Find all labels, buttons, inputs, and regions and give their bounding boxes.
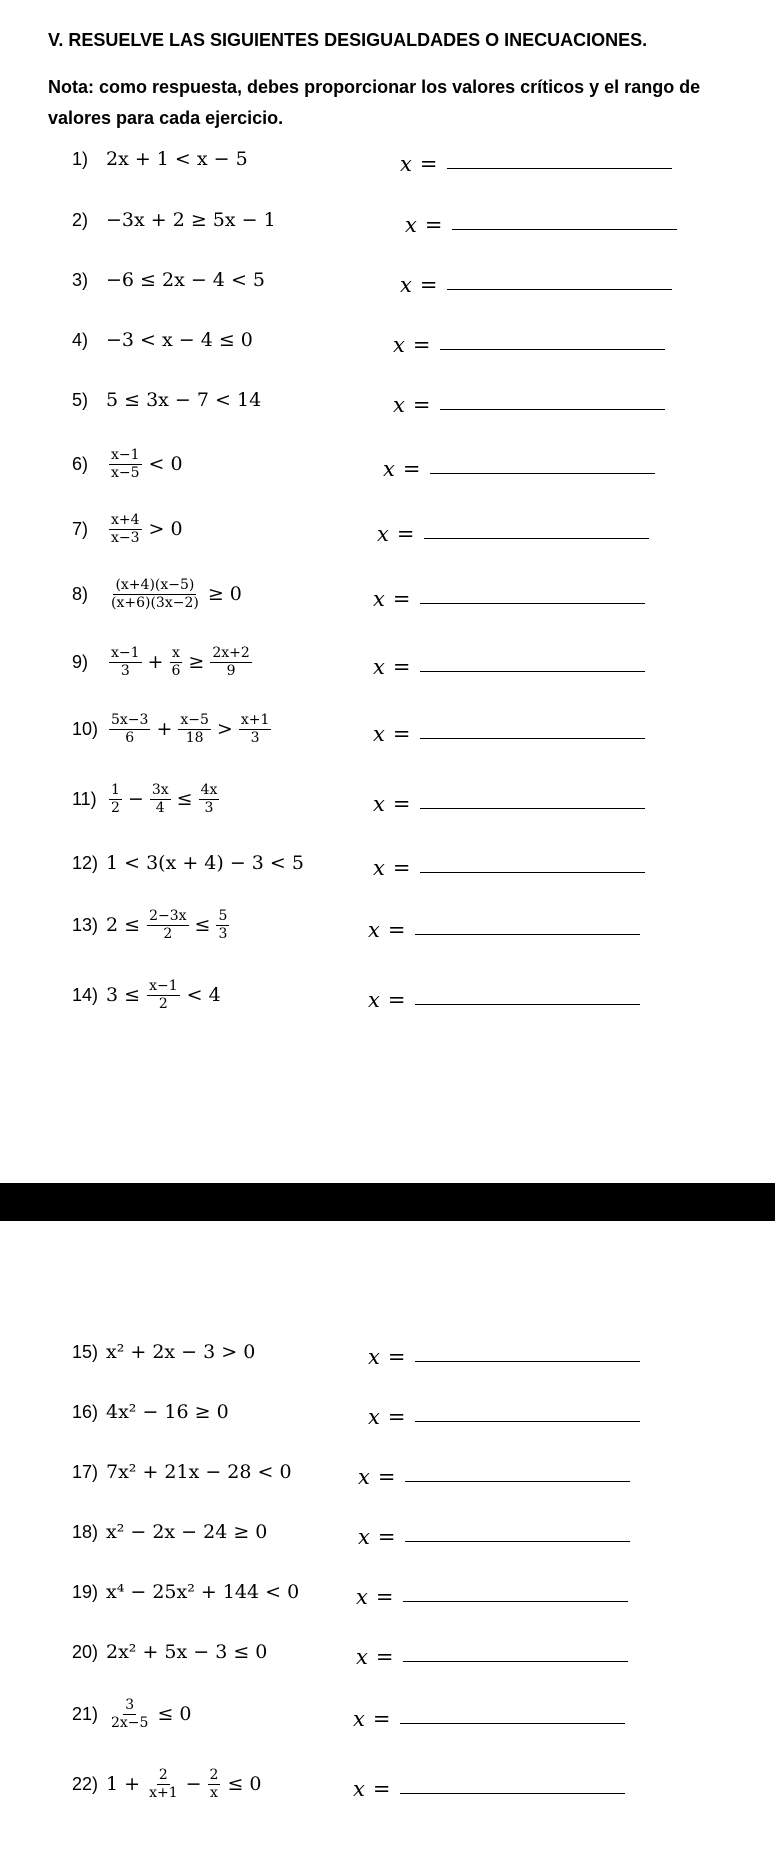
answer-field[interactable] [393,323,665,357]
inequality-expression [106,1521,267,1543]
answer-blank-line[interactable] [420,603,645,604]
fraction-denominator: 3 [120,662,130,679]
equals-sign: = [396,522,415,546]
answer-blank-line[interactable] [403,1661,628,1662]
answer-blank-line[interactable] [420,872,645,873]
exercise-number: 1) [72,148,89,169]
inequality-text: 7x² + 21x − 28 < 0 [106,1461,292,1483]
answer-field[interactable] [383,447,655,481]
answer-blank-line[interactable] [403,1601,628,1602]
fraction-numerator: 4x [200,781,218,798]
inequality-prefix: 3 ≤ [106,984,141,1006]
exercise-14 [72,978,221,1012]
exercise-15 [72,1335,255,1369]
fraction [178,712,211,747]
fraction-denominator: 18 [185,729,204,746]
answer-field[interactable] [400,263,672,297]
fraction [109,1697,150,1732]
answer-blank-line[interactable] [447,168,672,169]
fraction-denominator: 6 [125,729,135,746]
exercise-22 [72,1767,262,1801]
black-divider-bar [0,1183,775,1221]
fraction-numerator: x+1 [240,711,270,728]
equals-sign: = [419,152,438,176]
exercise-number: 10) [72,718,99,739]
answer-blank-line[interactable] [420,738,645,739]
equals-sign: = [392,655,411,679]
fraction [210,645,251,680]
fraction [109,782,122,817]
answer-blank-line[interactable] [447,289,672,290]
exercise-17 [72,1455,292,1489]
inequality-expression [106,978,221,1013]
answer-variable: x [356,1585,368,1609]
exercise-8 [72,577,242,611]
fraction-numerator: x+4 [111,511,140,528]
operator: − [185,1773,202,1795]
exercise-number: 18) [72,1521,99,1542]
fraction-denominator: 2 [111,799,120,816]
inequality-tail: ≥ 0 [207,583,242,605]
answer-variable: x [373,792,385,816]
fraction-denominator: 3 [218,925,228,942]
fraction-denominator: x−5 [111,464,140,481]
inequality-expression [106,1767,262,1802]
answer-field[interactable] [400,142,672,176]
answer-blank-line[interactable] [420,808,645,809]
equals-sign: = [372,1707,391,1731]
exercise-number: 3) [72,269,89,290]
exercise-number: 15) [72,1341,99,1362]
answer-field[interactable] [405,203,677,237]
exercise-4 [72,323,253,357]
fraction-numerator: 5 [218,907,228,924]
answer-blank-line[interactable] [424,538,649,539]
exercise-number: 21) [72,1703,99,1724]
exercise-6 [72,447,183,481]
exercise-16 [72,1395,229,1429]
answer-blank-line[interactable] [405,1541,630,1542]
fraction-numerator: (x+4)(x−5) [115,576,195,593]
fraction-numerator: 3 [125,1696,135,1713]
answer-blank-line[interactable] [415,1361,640,1362]
answer-blank-line[interactable] [430,473,655,474]
fraction-denominator: 2 [158,995,168,1012]
answer-field[interactable] [373,846,645,880]
exercise-21 [72,1697,192,1731]
equals-sign: = [412,393,431,417]
answer-variable: x [353,1707,365,1731]
exercise-number: 17) [72,1461,99,1482]
answer-variable: x [400,273,412,297]
fraction [109,712,150,747]
answer-variable: x [393,333,405,357]
answer-variable: x [368,918,380,942]
answer-field[interactable] [368,908,640,942]
answer-field[interactable] [353,1767,625,1801]
fraction-denominator: 3 [204,799,214,816]
fraction-numerator: 5x−3 [111,711,149,728]
inequality-text: −3x + 2 ≥ 5x − 1 [106,209,276,231]
inequality-expression [106,712,274,747]
answer-field[interactable] [368,978,640,1012]
fraction [109,447,142,482]
operator: + [147,651,164,673]
exercise-20 [72,1635,267,1669]
fraction-numerator: 2x+2 [212,644,250,661]
answer-variable: x [393,393,405,417]
answer-field[interactable] [353,1697,625,1731]
answer-field[interactable] [368,1395,640,1429]
equals-sign: = [375,1645,394,1669]
inequality-expression [106,148,248,170]
exercise-number: 5) [72,389,89,410]
exercise-number: 19) [72,1581,99,1602]
answer-variable: x [358,1525,370,1549]
answer-blank-line[interactable] [400,1723,625,1724]
exercise-2 [72,203,276,237]
inequality-expression [106,447,183,482]
exercise-5 [72,383,261,417]
operator: ≤ [176,788,193,810]
fraction-numerator: x−1 [149,977,178,994]
fraction [199,782,220,817]
exercise-number: 20) [72,1641,99,1662]
operator: > [216,718,233,740]
exercise-number: 6) [72,453,89,474]
exercise-number: 13) [72,914,99,935]
exercise-number: 7) [72,518,89,539]
fraction-denominator: 3 [250,729,260,746]
exercise-number: 12) [72,852,99,873]
fraction [147,1767,180,1802]
fraction-denominator: x−3 [111,529,140,546]
answer-variable: x [368,988,380,1012]
answer-variable: x [373,655,385,679]
fraction-numerator: 1 [111,781,120,798]
exercise-number: 11) [72,788,97,809]
fraction-numerator: x−5 [180,711,209,728]
inequality-expression [106,577,242,612]
exercise-19 [72,1575,299,1609]
answer-blank-line[interactable] [420,671,645,672]
inequality-tail: ≤ 0 [157,1703,192,1725]
answer-field[interactable] [373,712,645,746]
exercise-1 [72,142,248,176]
exercise-number: 22) [72,1773,99,1794]
inequality-text: 4x² − 16 ≥ 0 [106,1401,229,1423]
inequality-expression [106,269,265,291]
equals-sign: = [375,1585,394,1609]
inequality-text: 2x + 1 < x − 5 [106,148,248,170]
exercise-9 [72,645,255,679]
fraction-denominator: 2x−5 [111,1714,149,1731]
equals-sign: = [387,988,406,1012]
exercise-18 [72,1515,267,1549]
exercise-10 [72,712,274,746]
inequality-expression [106,1401,229,1423]
fraction-numerator: 3x [151,781,169,798]
inequality-text: 1 < 3(x + 4) − 3 < 5 [106,852,304,874]
answer-field[interactable] [368,1335,640,1369]
answer-variable: x [358,1465,370,1489]
exercise-number: 8) [72,583,89,604]
exercise-7 [72,512,183,546]
fraction-denominator: 2 [163,925,173,942]
fraction [239,712,272,747]
operator: − [127,788,144,810]
fraction [208,1767,221,1802]
equals-sign: = [412,333,431,357]
fraction [147,978,180,1013]
fraction-denominator: x [210,1784,218,1801]
answer-field[interactable] [377,512,649,546]
fraction-denominator: 9 [226,662,236,679]
equals-sign: = [387,1405,406,1429]
answer-blank-line[interactable] [440,349,665,350]
instructions-note: Nota: como respuesta, debes proporcionar los valores críticos y el rango de valores para cada ejercicio. [48,77,701,128]
inequality-tail: > 0 [148,518,183,540]
exercise-number: 4) [72,329,89,350]
equals-sign: = [392,722,411,746]
operator: ≥ [188,651,205,673]
answer-field[interactable] [356,1635,628,1669]
fraction-denominator: (x+6)(3x−2) [111,594,199,611]
fraction [150,782,171,817]
inequality-expression [106,645,255,680]
answer-field[interactable] [358,1455,630,1489]
inequality-expression [106,852,304,874]
inequality-expression [106,782,222,817]
exercise-12 [72,846,304,880]
answer-blank-line[interactable] [440,409,665,410]
inequality-expression [106,389,261,411]
inequality-tail: < 0 [148,453,183,475]
inequality-text: −3 < x − 4 ≤ 0 [106,329,253,351]
answer-blank-line[interactable] [415,934,640,935]
fraction-numerator: x [171,644,180,661]
fraction [147,908,188,943]
section-title: V. RESUELVE LAS SIGUIENTES DESIGUALDADES O INECUACIONES. [48,30,648,50]
fraction-denominator: 6 [171,662,181,679]
answer-variable: x [356,1645,368,1669]
equals-sign: = [387,1345,406,1369]
equals-sign: = [372,1777,391,1801]
answer-blank-line[interactable] [415,1004,640,1005]
fraction-numerator: x−1 [111,644,140,661]
operator: + [156,718,173,740]
inequality-expression [106,908,232,943]
inequality-tail: < 4 [186,984,221,1006]
inequality-text: x² − 2x − 24 ≥ 0 [106,1521,268,1543]
operator: ≤ [194,914,211,936]
fraction [109,577,201,612]
exercise-number: 14) [72,984,99,1005]
exercise-11 [72,782,222,816]
equals-sign: = [419,273,438,297]
inequality-prefix: 2 ≤ [106,914,141,936]
exercise-number: 2) [72,209,89,230]
answer-field[interactable] [373,645,645,679]
answer-blank-line[interactable] [405,1481,630,1482]
exercise-number: 16) [72,1401,99,1422]
equals-sign: = [387,918,406,942]
inequality-text: x⁴ − 25x² + 144 < 0 [106,1581,300,1603]
answer-variable: x [377,522,389,546]
fraction [109,512,142,547]
inequality-expression [106,1341,255,1363]
answer-variable: x [368,1345,380,1369]
equals-sign: = [402,457,421,481]
inequality-tail: ≤ 0 [227,1773,262,1795]
answer-variable: x [383,457,395,481]
inequality-prefix: 1 + [106,1773,141,1795]
inequality-text: −6 ≤ 2x − 4 < 5 [106,269,265,291]
inequality-text: x² + 2x − 3 > 0 [106,1341,256,1363]
inequality-text: 2x² + 5x − 3 ≤ 0 [106,1641,268,1663]
answer-variable: x [400,152,412,176]
equals-sign: = [377,1465,396,1489]
fraction-numerator: x−1 [111,446,140,463]
answer-variable: x [368,1405,380,1429]
exercise-3 [72,263,265,297]
fraction-numerator: 2 [158,1766,168,1783]
equals-sign: = [392,856,411,880]
answer-variable: x [405,213,417,237]
inequality-expression [106,209,276,231]
inequality-expression [106,329,253,351]
fraction [109,645,142,680]
exercise-13 [72,908,232,942]
answer-blank-line[interactable] [400,1793,625,1794]
answer-blank-line[interactable] [415,1421,640,1422]
answer-variable: x [373,587,385,611]
inequality-text: 5 ≤ 3x − 7 < 14 [106,389,262,411]
inequality-expression [106,1581,299,1603]
equals-sign: = [392,587,411,611]
answer-variable: x [353,1777,365,1801]
fraction [169,645,182,680]
equals-sign: = [392,792,411,816]
inequality-expression [106,1461,292,1483]
inequality-expression [106,1697,192,1732]
equals-sign: = [424,213,443,237]
answer-field[interactable] [373,577,645,611]
answer-blank-line[interactable] [452,229,677,230]
answer-field[interactable] [373,782,645,816]
answer-variable: x [373,856,385,880]
fraction [216,908,229,943]
inequality-expression [106,1641,267,1663]
fraction-denominator: x+1 [149,1784,178,1801]
fraction-numerator: 2 [209,1766,219,1783]
answer-field[interactable] [358,1515,630,1549]
exercise-number: 9) [72,651,89,672]
equals-sign: = [377,1525,396,1549]
fraction-numerator: 2−3x [149,907,187,924]
answer-field[interactable] [356,1575,628,1609]
inequality-expression [106,512,183,547]
fraction-denominator: 4 [155,799,165,816]
answer-variable: x [373,722,385,746]
answer-field[interactable] [393,383,665,417]
